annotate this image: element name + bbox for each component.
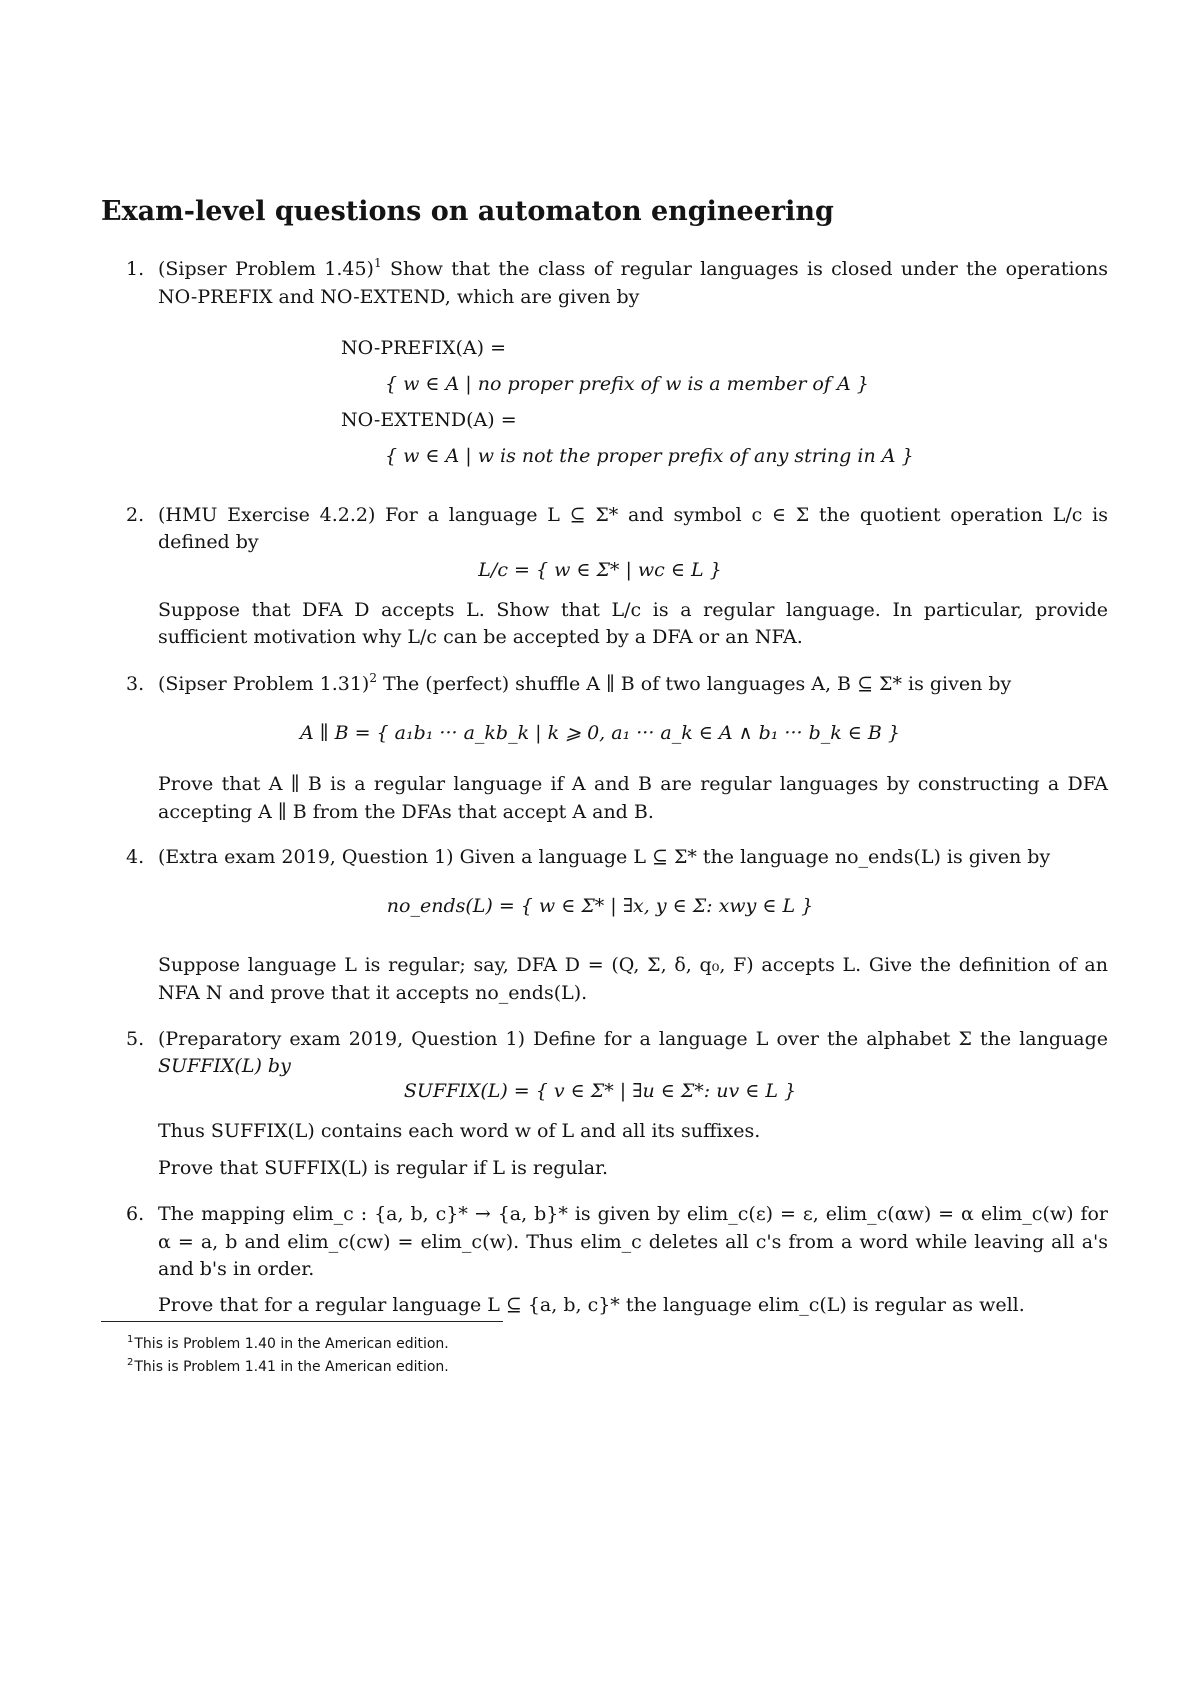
definition-lhs: NO-PREFIX(A) = — [341, 337, 506, 359]
question-text-line: (Extra exam 2019, Question 1) Given a language L ⊆ Σ* the language no_ends(L) is given by — [158, 846, 1051, 868]
question-text-line: (HMU Exercise 4.2.2) For a language L ⊆ Σ* and symbol c ∈ Σ the quotient operation L/c is — [158, 504, 1108, 526]
footnote-mark: 1 — [127, 1334, 134, 1345]
footnote-text: This is Problem 1.40 in the American edition. — [134, 1336, 449, 1352]
question-text-line: Suppose that DFA D accepts L. Show that L/c is a regular language. In particular, provide — [158, 599, 1108, 621]
question-text-line — [158, 671, 1012, 695]
question-number: 4. — [126, 846, 145, 868]
question-number: 2. — [126, 504, 145, 526]
question-text-line — [158, 256, 1108, 280]
definition-lhs: NO-EXTEND(A) = — [341, 409, 517, 431]
footnote-divider — [101, 1321, 503, 1322]
question-number: 1. — [126, 258, 145, 280]
definition-rhs: { w ∈ A | no proper prefix of w is a member of A } — [385, 373, 869, 395]
question-text: The (perfect) shuffle A ∥ B of two languages A, B ⊆ Σ* is given by — [383, 673, 1012, 695]
question-text-line: Prove that SUFFIX(L) is regular if L is regular. — [158, 1157, 609, 1179]
question-text: Show that the class of regular languages is closed under the operations — [389, 258, 1108, 280]
question-text-line: and b's in order. — [158, 1258, 315, 1280]
footnote-text: This is Problem 1.41 in the American edition. — [134, 1359, 449, 1375]
question-number: 5. — [126, 1028, 145, 1050]
question-text-line: α = a, b and elim_c(cw) = elim_c(w). Thus elim_c deletes all c's from a word while leaving all a's — [158, 1231, 1108, 1253]
page-title: Exam-level questions on automaton engineering — [101, 196, 834, 227]
question-text-line: NFA N and prove that it accepts no_ends(L). — [158, 982, 588, 1004]
question-text-line: NO-PREFIX and NO-EXTEND, which are given by — [158, 286, 640, 308]
footnote-mark: 2 — [369, 671, 377, 685]
question-text-line: defined by — [158, 531, 259, 553]
question-reference: (Sipser Problem 1.45) — [158, 258, 374, 280]
question-number: 6. — [126, 1203, 145, 1225]
question-text-line: Thus SUFFIX(L) contains each word w of L and all its suffixes. — [158, 1120, 761, 1142]
formula: A ∥ B = { a₁b₁ ··· a_kb_k | k ⩾ 0, a₁ ··· a_k ∈ A ∧ b₁ ··· b_k ∈ B } — [300, 722, 900, 744]
footnote — [127, 1359, 449, 1375]
question-text-line: sufficient motivation why L/c can be accepted by a DFA or an NFA. — [158, 626, 803, 648]
footnote — [127, 1336, 449, 1352]
formula: SUFFIX(L) = { v ∈ Σ* | ∃u ∈ Σ*: uv ∈ L } — [403, 1080, 797, 1102]
question-reference: (Sipser Problem 1.31) — [158, 673, 370, 695]
question-number: 3. — [126, 673, 145, 695]
footnote-mark: 1 — [373, 256, 382, 270]
question-text-line: SUFFIX(L) by — [158, 1055, 291, 1077]
question-text-line: Prove that A ∥ B is a regular language if A and B are regular languages by constructing a DFA — [158, 773, 1108, 795]
footnote-mark: 2 — [127, 1357, 134, 1368]
definition-rhs: { w ∈ A | w is not the proper prefix of any string in A } — [385, 445, 914, 467]
question-text-line: Suppose language L is regular; say, DFA D = (Q, Σ, δ, q₀, F) accepts L. Give the definition of an — [158, 954, 1108, 976]
question-text-line: Prove that for a regular language L ⊆ {a, b, c}* the language elim_c(L) is regular as well. — [158, 1294, 1025, 1316]
question-text-line: accepting A ∥ B from the DFAs that accept A and B. — [158, 801, 654, 823]
formula: L/c = { w ∈ Σ* | wc ∈ L } — [478, 559, 722, 581]
question-text-line: (Preparatory exam 2019, Question 1) Define for a language L over the alphabet Σ the language — [158, 1028, 1108, 1050]
formula: no_ends(L) = { w ∈ Σ* | ∃x, y ∈ Σ: xwy ∈ L } — [386, 895, 814, 917]
question-text-line: The mapping elim_c : {a, b, c}* → {a, b}* is given by elim_c(ε) = ε, elim_c(αw) = α elim_c(w) for — [158, 1203, 1108, 1225]
